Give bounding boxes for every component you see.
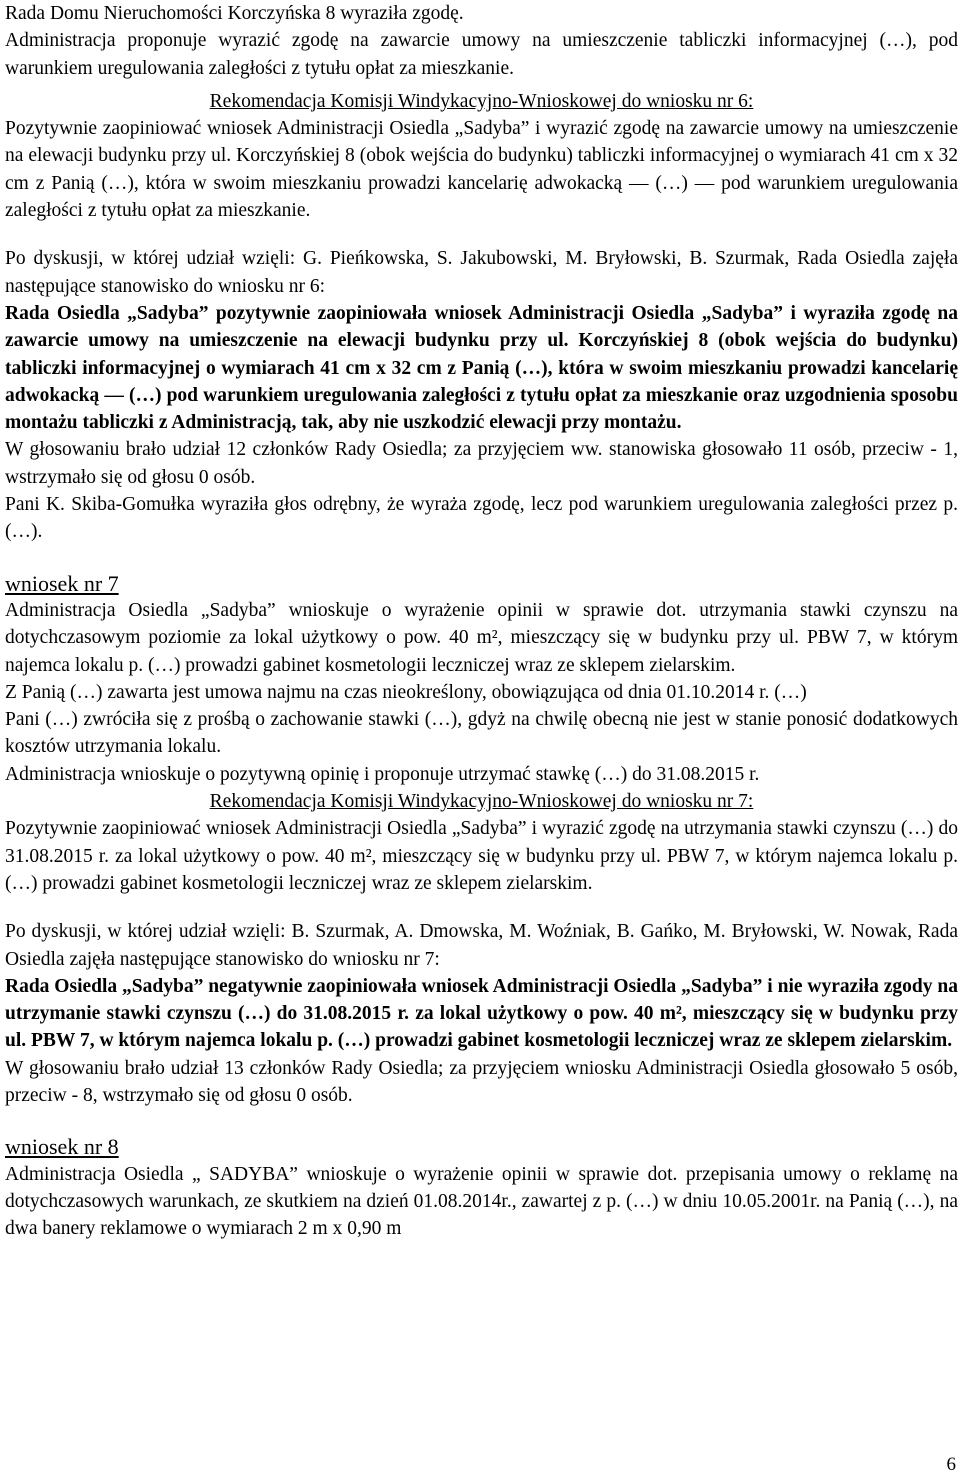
request-7: Pani (…) zwróciła się z prośbą o zachowanie stawki (…), gdyż na chwilę obecną nie jest w stanie ponosić dodatkowych kosztów utrzymania lokalu. bbox=[5, 709, 958, 758]
admin-request-8: Administracja Osiedla „ SADYBA” wnioskuje o wyrażenie opinii w sprawie dot. przepisania umowy o reklamę na dotychczasowych warunkach, ze skutkiem na dzień 01.08.2014r., zawartej z p. (…) w dniu 10.05.2001r. na Panią (…), na dwa banery reklamowe o wymiarach 2 m x 0,90 m bbox=[5, 1163, 958, 1240]
recommendation-7-title: Rekomendacja Komisji Windykacyjno-Wnioskowej do wniosku nr 7: bbox=[209, 791, 754, 813]
contract-7: Z Panią (…) zawarta jest umowa najmu na czas nieokreślony, obowiązująca od dnia 01.10.2014 r. (…) bbox=[5, 681, 807, 703]
intro-tail: Rada Domu Nieruchomości Korczyńska 8 wyraziła zgodę. bbox=[5, 3, 464, 24]
discussion-7: Po dyskusji, w której udział wzięli: B. Szurmak, A. Dmowska, M. Woźniak, B. Gańko, M. Bryłowski, W. Nowak, Rada Osiedla zajęła następujące stanowisko do wniosku nr 7: bbox=[5, 921, 958, 970]
heading-wniosek-7: wniosek nr 7 bbox=[5, 570, 119, 596]
decision-7: Rada Osiedla „Sadyba” negatywnie zaopiniowała wniosek Administracji Osiedla „Sadyba” i nie wyraziła zgody na utrzymanie stawki czynszu (…) do 31.08.2015 r. za lokal użytkowy o pow. 40 m², mieszczący się w budynku przy ul. PBW 7, w którym najemca lokalu p. (…) prowadzi gabinet kosmetologii leczniczej wraz ze sklepem zielarskim. bbox=[5, 975, 958, 1052]
recommendation-6-text: Pozytywnie zaopiniować wniosek Administracji Osiedla „Sadyba” i wyrazić zgodę na zawarcie umowy na umieszczenie na elewacji budynku przy ul. Korczyńskiej 8 (obok wejścia do budynku) tabliczki informacyjnej o wymiarach 41 cm x 32 cm z Panią (…), która w swoim mieszkaniu prowadzi kancelarię adwokacką — (…) — pod warunkiem uregulowania zaległości z tytułu opłat za mieszkanie. bbox=[5, 118, 958, 222]
discussion-6: Po dyskusji, w której udział wzięli: G. Pieńkowska, S. Jakubowski, M. Bryłowski, B. Szurmak, Rada Osiedla zajęła następujące stanowisko do wniosku nr 6: bbox=[5, 248, 958, 297]
admin-opinion-7: Administracja wnioskuje o pozytywną opinię i proponuje utrzymać stawkę (…) do 31.08.2015 r. bbox=[5, 763, 760, 785]
page-number: 6 bbox=[946, 1454, 956, 1475]
recommendation-6-title: Rekomendacja Komisji Windykacyjno-Wnioskowej do wniosku nr 6: bbox=[209, 90, 754, 112]
vote-7: W głosowaniu brało udział 13 członków Rady Osiedla; za przyjęciem wniosku Administracji Osiedla głosowało 5 osób, przeciw - 8, wstrzymało się od głosu 0 osób. bbox=[5, 1057, 958, 1106]
dissent-6: Pani K. Skiba-Gomułka wyraziła głos odrębny, że wyraża zgodę, lecz pod warunkiem uregulowania zaległości przez p. (…). bbox=[5, 494, 958, 543]
heading-wniosek-8: wniosek nr 8 bbox=[5, 1134, 119, 1160]
admin-request-7: Administracja Osiedla „Sadyba” wnioskuje o wyrażenie opinii w sprawie dot. utrzymania stawki czynszu na dotychczasowym poziomie za lokal użytkowy o pow. 40 m², mieszczący się w budynku przy ul. PBW 7, w którym najemca lokalu p. (…) prowadzi gabinet kosmetologii leczniczej wraz ze sklepem zielarskim. bbox=[5, 599, 958, 676]
document-page bbox=[5, 0, 958, 1242]
recommendation-7-text: Pozytywnie zaopiniować wniosek Administracji Osiedla „Sadyba” i wyrazić zgodę na utrzymania stawki czynszu (…) do 31.08.2015 r. za lokal użytkowy o pow. 40 m², mieszczący się w budynku przy ul. PBW 7, w którym najemca lokalu p. (…) prowadzi gabinet kosmetologii leczniczej wraz ze sklepem zielarskim. bbox=[5, 818, 958, 894]
admin-proposal-6: Administracja proponuje wyrazić zgodę na zawarcie umowy na umieszczenie tabliczki informacyjnej (…), pod warunkiem uregulowania zaległości z tytułu opłat za mieszkanie. bbox=[5, 30, 958, 79]
vote-6: W głosowaniu brało udział 12 członków Rady Osiedla; za przyjęciem ww. stanowiska głosowało 11 osób, przeciw - 1, wstrzymało się od głosu 0 osób. bbox=[5, 439, 958, 488]
decision-6: Rada Osiedla „Sadyba” pozytywnie zaopiniowała wniosek Administracji Osiedla „Sadyba” i wyraziła zgodę na zawarcie umowy na umieszczenie na elewacji budynku przy ul. Korczyńskiej 8 (obok wejścia do budynku) tabliczki informacyjnej o wymiarach 41 cm x 32 cm z Panią (…), która w swoim mieszkaniu prowadzi kancelarię adwokacką — (…) pod warunkiem uregulowania zaległości z tytułu opłat za mieszkanie oraz uzgodnienia sposobu montażu tabliczki z Administracją, tak, aby nie uszkodzić elewacji przy montażu. bbox=[5, 302, 958, 434]
